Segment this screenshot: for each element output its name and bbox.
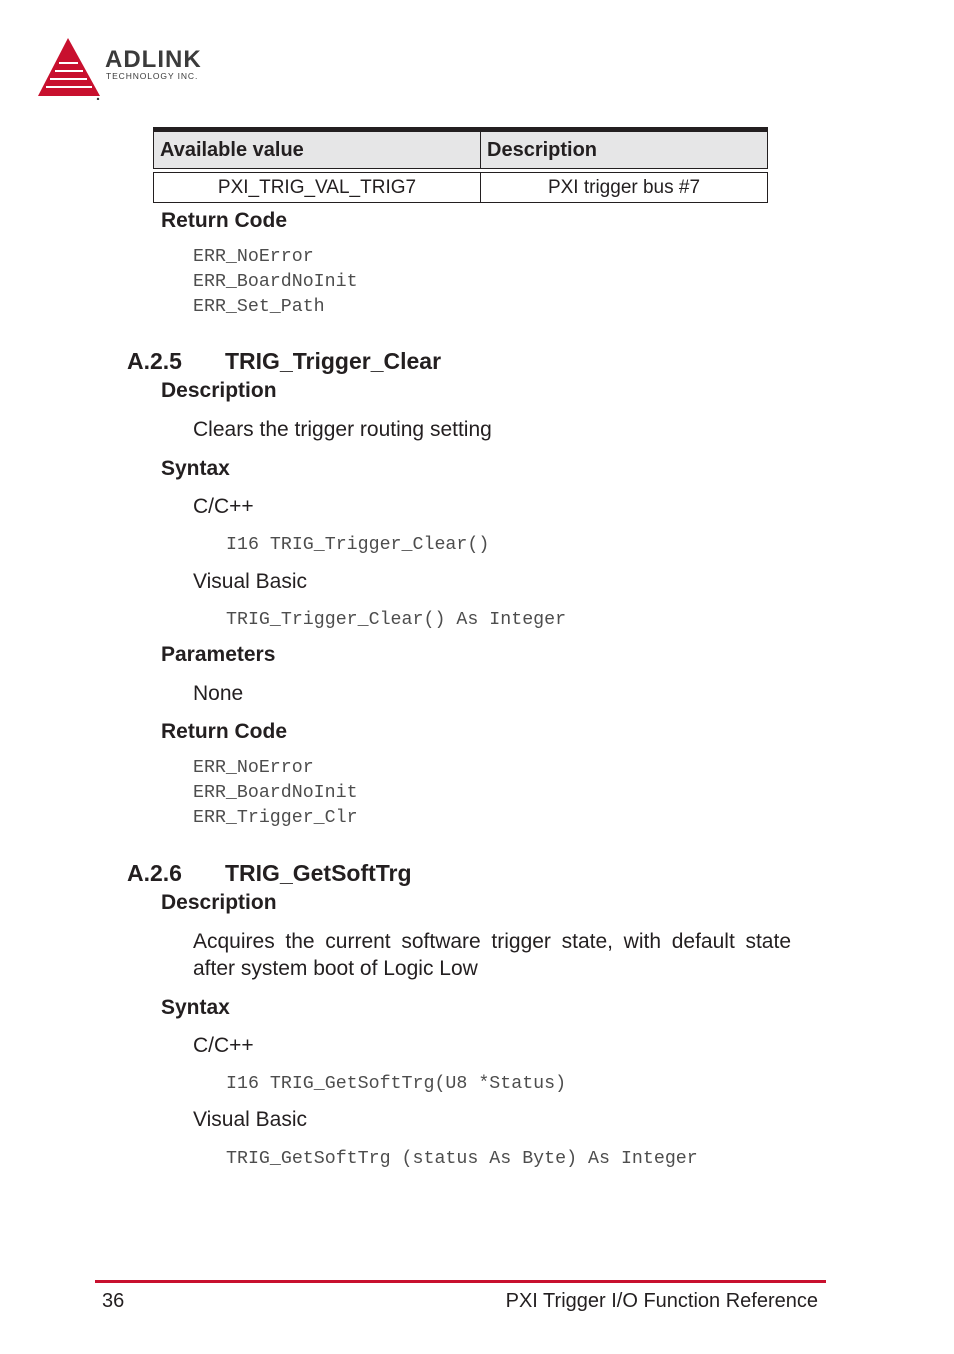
table-header-cell: Description: [487, 138, 598, 161]
description-heading: Description: [161, 379, 277, 402]
logo-subtitle: TECHNOLOGY INC.: [106, 71, 199, 81]
adlink-logo-icon: [38, 38, 102, 100]
value-table: [153, 127, 768, 203]
return-code-list: [193, 756, 358, 831]
vb-code: TRIG_Trigger_Clear() As Integer: [226, 610, 567, 630]
page-number: 36: [102, 1290, 125, 1312]
table-row: [153, 172, 768, 203]
table-cell: PXI_TRIG_VAL_TRIG7: [154, 173, 481, 202]
logo-name: ADLINK: [105, 46, 202, 73]
section-number: A.2.6: [127, 860, 182, 886]
c-code: I16 TRIG_Trigger_Clear(): [226, 535, 490, 555]
section-number: A.2.5: [127, 348, 182, 374]
vb-code: TRIG_GetSoftTrg (status As Byte) As Integer: [226, 1149, 698, 1169]
c-code: I16 TRIG_GetSoftTrg(U8 *Status): [226, 1074, 567, 1094]
description-heading: Description: [161, 891, 277, 914]
section-heading: [127, 862, 412, 885]
description-text: Acquires the current software trigger state, with default state after system boot of Logic Low: [193, 930, 791, 980]
footer-rule: [95, 1280, 826, 1283]
vb-label: Visual Basic: [193, 570, 308, 593]
code-line: ERR_NoError: [193, 247, 314, 267]
vb-label: Visual Basic: [193, 1108, 308, 1131]
return-code-list: [193, 245, 358, 320]
code-line: ERR_BoardNoInit: [193, 272, 358, 292]
syntax-heading: Syntax: [161, 457, 230, 480]
section-title: TRIG_Trigger_Clear: [225, 348, 442, 374]
footer-title: PXI Trigger I/O Function Reference: [505, 1290, 818, 1312]
description-text: Clears the trigger routing setting: [193, 418, 492, 441]
code-line: ERR_BoardNoInit: [193, 783, 358, 803]
c-label: C/C++: [193, 1034, 254, 1057]
code-line: ERR_NoError: [193, 758, 314, 778]
code-line: ERR_Set_Path: [193, 297, 325, 317]
return-code-heading: Return Code: [161, 209, 287, 232]
syntax-heading: Syntax: [161, 996, 230, 1019]
table-header-row: [153, 132, 768, 169]
section-heading: [127, 350, 441, 373]
c-label: C/C++: [193, 495, 254, 518]
code-line: ERR_Trigger_Clr: [193, 808, 358, 828]
return-code-heading: Return Code: [161, 720, 287, 743]
table-header-cell: Available value: [154, 132, 481, 168]
parameters-heading: Parameters: [161, 643, 276, 666]
parameters-text: None: [193, 682, 244, 705]
table-cell: PXI trigger bus #7: [547, 176, 701, 198]
section-title: TRIG_GetSoftTrg: [225, 860, 412, 886]
